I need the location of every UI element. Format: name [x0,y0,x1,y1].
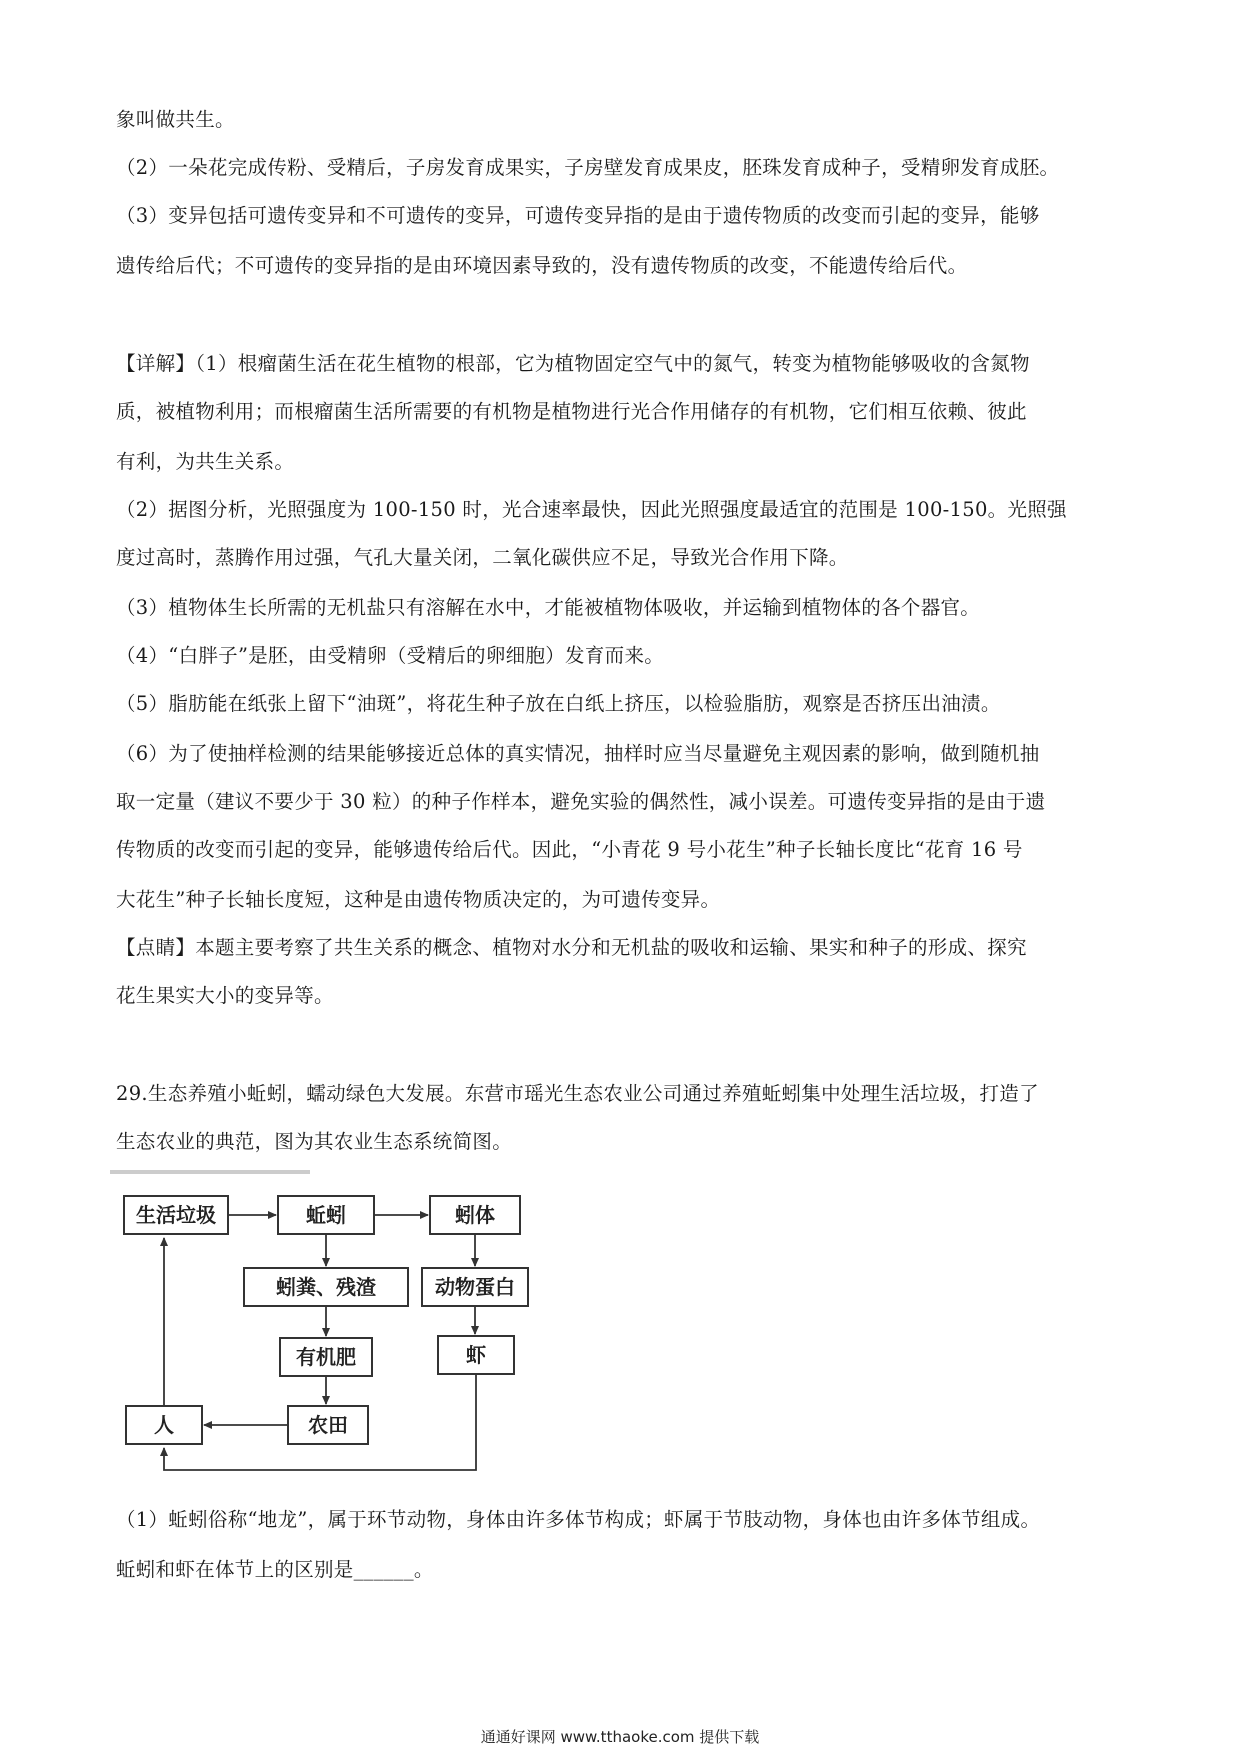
page-footer: 通通好课网 www.tthaoke.com 提供下载 [480,1728,760,1746]
node-garbage [124,1196,228,1234]
line-7: 有利，为共生关系。 [116,450,295,473]
line-22: 蚯蚓和虾在体节上的区别是______。 [116,1558,434,1581]
ecosystem-diagram-svg [110,1160,540,1480]
node-manure-label: 蚓粪、残渣 [276,1275,376,1299]
line-13: （6）为了使抽样检测的结果能够接近总体的真实情况，抽样时应当尽量避免主观因素的影响，做到随机抽 [116,742,1040,765]
line-9: 度过高时，蒸腾作用过强，气孔大量关闭，二氧化碳供应不足，导致光合作用下降。 [116,546,849,569]
line-12: （5）脂肪能在纸张上留下“油斑”，将花生种子放在白纸上挤压，以检验脂肪，观察是否挤压出油渍。 [116,692,1001,715]
line-20: 生态农业的典范，图为其农业生态系统简图。 [116,1130,513,1153]
node-farmland-label: 农田 [308,1413,348,1437]
line-11: （4）“白胖子”是胚，由受精卵（受精后的卵细胞）发育而来。 [116,644,665,667]
line-6: 质，被植物利用；而根瘤菌生活所需要的有机物是植物进行光合作用储存的有机物，它们相互依赖、彼此 [116,400,1027,423]
line-2: （2）一朵花完成传粉、受精后，子房发育成果实，子房壁发育成果皮，胚珠发育成种子，受精卵发育成胚。 [116,156,1060,179]
line-8: （2）据图分析，光照强度为 100-150 时，光合速率最快，因此光照强度最适宜的范围是 100-150。光照强 [116,498,1067,521]
line-17: 【点睛】本题主要考察了共生关系的概念、植物对水分和无机盐的吸收和运输、果实和种子的形成、探究 [116,936,1027,959]
node-earthworm-label: 蚯蚓 [306,1203,346,1227]
line-3: （3）变异包括可遗传变异和不可遗传的变异，可遗传变异指的是由于遗传物质的改变而引起的变异，能够 [116,204,1040,227]
node-person [126,1406,202,1444]
line-10: （3）植物体生长所需的无机盐只有溶解在水中，才能被植物体吸收，并运输到植物体的各个器官。 [116,596,981,619]
scan-smudge [110,1170,310,1174]
line-4: 遗传给后代；不可遗传的变异指的是由环境因素导致的，没有遗传物质的改变，不能遗传给后代。 [116,254,968,277]
line-21: （1）蚯蚓俗称“地龙”，属于环节动物，身体由许多体节构成；虾属于节肢动物，身体也由许多体节组成。 [116,1508,1041,1531]
node-shrimp [438,1336,514,1374]
line-5: 【详解】（1）根瘤菌生活在花生植物的根部，它为植物固定空气中的氮气，转变为植物能够吸收的含氮物 [116,352,1030,375]
node-shrimp-label: 虾 [466,1343,486,1367]
node-earthworm [278,1196,374,1234]
line-14: 取一定量（建议不要少于 30 粒）的种子作样本，避免实验的偶然性，减小误差。可遗传变异指的是由于遗 [116,790,1046,813]
node-protein-label: 动物蛋白 [435,1275,515,1299]
ecosystem-diagram [110,1160,540,1480]
line-19: 29.生态养殖小蚯蚓，蠕动绿色大发展。东营市瑶光生态农业公司通过养殖蚯蚓集中处理生活垃圾，打造了 [116,1082,1039,1105]
line-15: 传物质的改变而引起的变异，能够遗传给后代。因此，“小青花 9 号小花生”种子长轴长度比“花育 16 号 [116,838,1023,861]
node-fertilizer-label: 有机肥 [296,1345,356,1369]
node-fertilizer [280,1338,372,1376]
node-worm-body [430,1196,520,1234]
node-farmland [288,1406,368,1444]
node-manure [244,1268,408,1306]
line-1: 象叫做共生。 [116,108,235,131]
line-18: 花生果实大小的变异等。 [116,984,334,1007]
node-garbage-label: 生活垃圾 [136,1203,216,1227]
node-protein [422,1268,528,1306]
node-person-label: 人 [154,1413,174,1437]
node-worm-body-label: 蚓体 [455,1203,495,1227]
line-16: 大花生”种子长轴长度短，这种是由遗传物质决定的，为可遗传变异。 [116,888,721,911]
